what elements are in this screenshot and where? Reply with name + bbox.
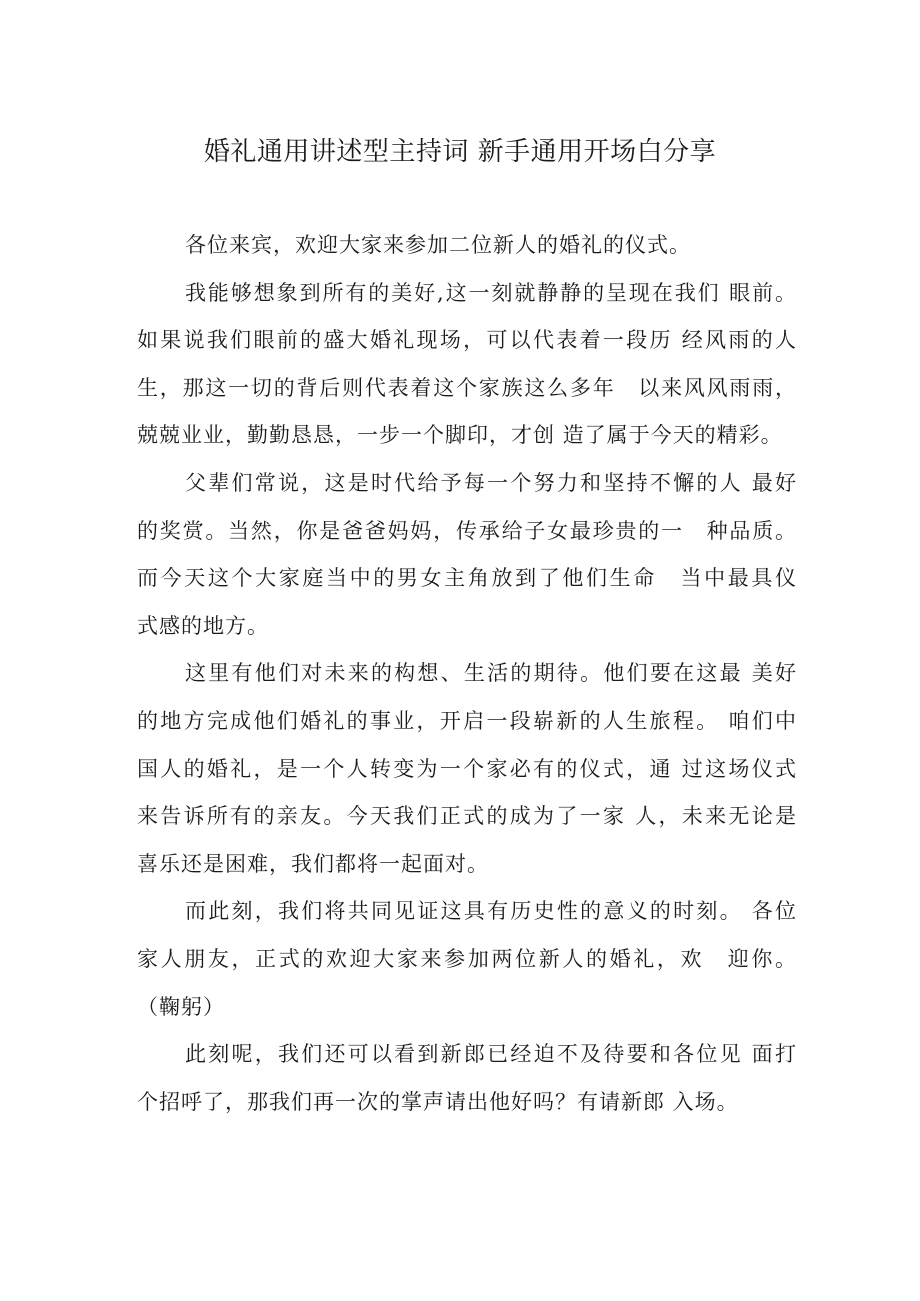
- text-line: 来告诉所有的亲友。今天我们正式的成为了一家 人，未来无论是: [137, 804, 797, 829]
- text-line: 生，那这一切的背后则代表着这个家族这么多年 以来风风雨雨，: [137, 375, 797, 400]
- text-line: 我能够想象到所有的美好,这一刻就静静的呈现在我们 眼前。: [185, 280, 797, 305]
- text-line: 国人的婚礼，是一个人转变为一个家必有的仪式，通 过这场仪式: [137, 756, 797, 781]
- text-line: 而此刻，我们将共同见证这具有历史性的意义的时刻。 各位: [185, 899, 797, 924]
- text-line: 家人朋友，正式的欢迎大家来参加两位新人的婚礼，欢 迎你。: [137, 946, 797, 971]
- text-line: 的地方完成他们婚礼的事业，开启一段崭新的人生旅程。 咱们中: [137, 708, 797, 733]
- text-line: 这里有他们对未来的构想、生活的期待。他们要在这最 美好: [185, 661, 797, 686]
- text-line: 各位来宾，欢迎大家来参加二位新人的婚礼的仪式。: [185, 233, 691, 257]
- document-title: 婚礼通用讲述型主持词 新手通用开场白分享: [203, 137, 717, 167]
- text-line: 兢兢业业，勤勤恳恳，一步一个脚印，才创 造了属于今天的精彩。: [137, 423, 783, 448]
- text-line: 此刻呢，我们还可以看到新郎已经迫不及待要和各位见 面打: [185, 1042, 797, 1067]
- text-line: 的奖赏。当然，你是爸爸妈妈，传承给子女最珍贵的一 种品质。: [137, 518, 797, 543]
- text-line: 如果说我们眼前的盛大婚礼现场，可以代表着一段历 经风雨的人: [137, 328, 797, 353]
- text-line: 式感的地方。: [137, 613, 269, 638]
- document-body: [137, 222, 797, 1126]
- text-line: （鞠躬）: [137, 994, 225, 1019]
- text-line: 而今天这个大家庭当中的男女主角放到了他们生命 当中最具仪: [137, 566, 797, 591]
- text-line: 父辈们常说，这是时代给予每一个努力和坚持不懈的人 最好: [185, 470, 797, 495]
- text-line: 喜乐还是困难，我们都将一起面对。: [137, 851, 489, 876]
- text-line: 个招呼了，那我们再一次的掌声请出他好吗？有请新郎 入场。: [137, 1089, 739, 1114]
